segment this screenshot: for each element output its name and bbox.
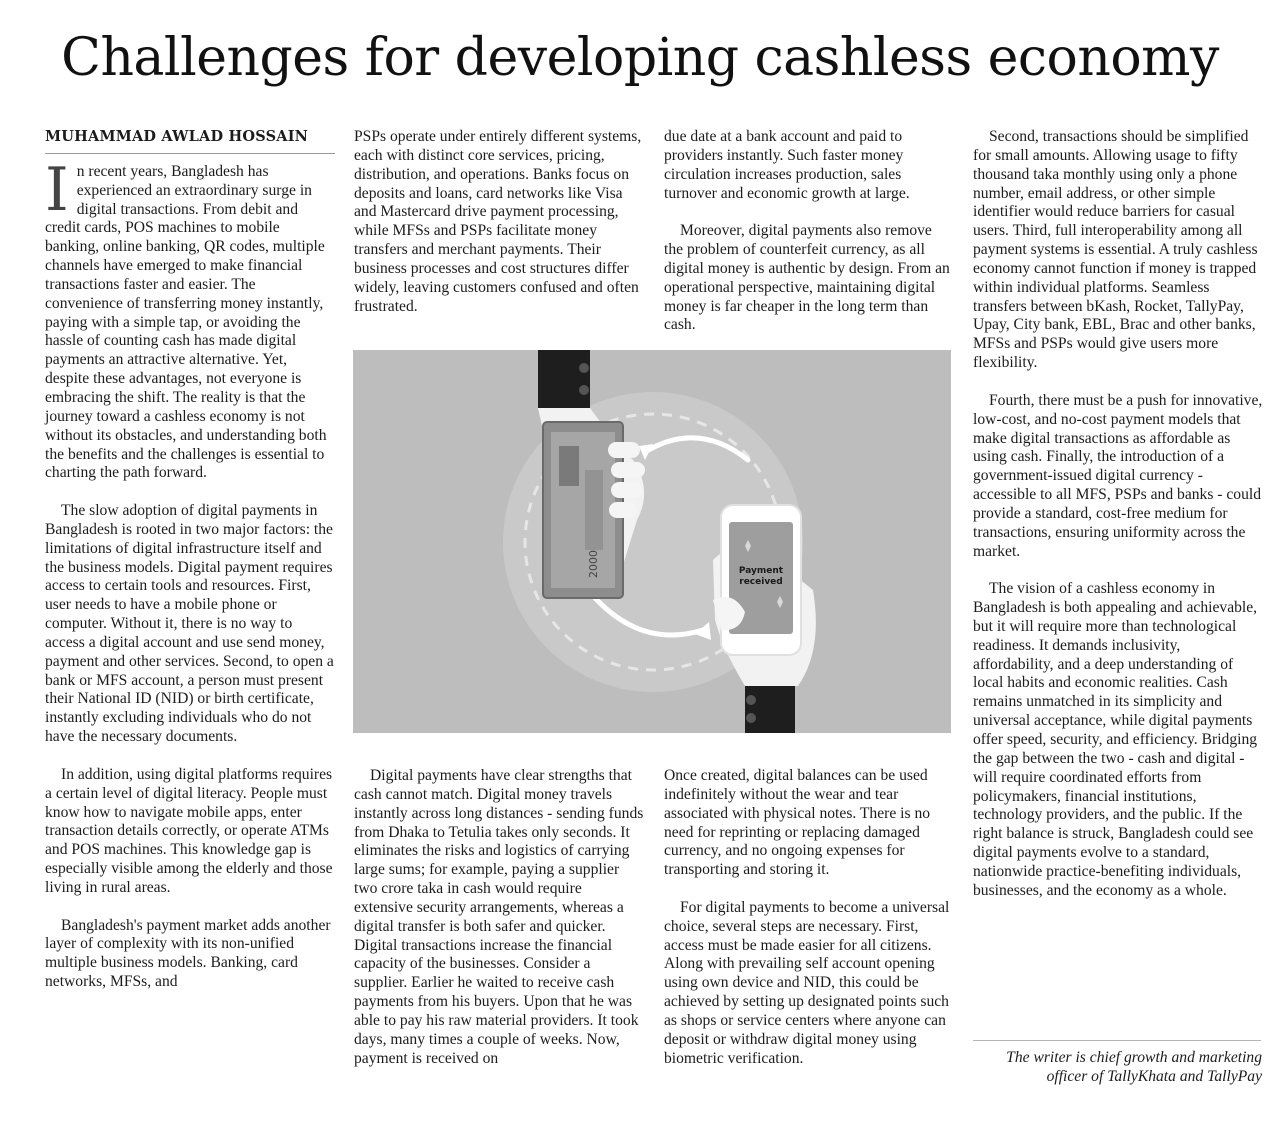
- left-sleeve: [538, 350, 590, 408]
- payment-illustration: [353, 350, 951, 733]
- headline: Challenges for developing cashless economy: [61, 28, 1219, 88]
- svg-text:2000: 2000: [587, 550, 600, 578]
- article-paragraph: Once created, digital balances can be used indefinitely without the wear and tear associated with physical notes. There is no need for reprinting or replacing damaged currency, and no ongoing expenses for transporting and storing it.: [664, 767, 931, 879]
- button-icon: [579, 385, 589, 395]
- footnote-divider: [973, 1040, 1261, 1041]
- button-icon: [579, 363, 589, 373]
- author-footnote: The writer is chief growth and marketing officer of TallyKhata and TallyPay: [1006, 1049, 1262, 1085]
- article-column-3-top: [664, 128, 954, 335]
- article-paragraph: PSPs operate under entirely different systems, each with distinct core services, pricing, distribution, and operations. Banks focus on deposits and loans, card networks like Visa and Mastercard drive payment processing, while MFSs and PSPs facilitate money transfers and merchant payments. Their business processes and cost structures differ widely, leaving customers confused and often frustrated.: [354, 128, 642, 315]
- button-icon: [746, 713, 756, 723]
- article-column-1: [45, 128, 335, 992]
- article-paragraph: Moreover, digital payments also remove the problem of counterfeit currency, as all digital money is authentic by design. From an operational perspective, maintaining digital money is far cheaper in the long term than cash.: [664, 222, 950, 334]
- byline: MUHAMMAD AWLAD HOSSAIN: [45, 128, 335, 154]
- smartphone-icon: [721, 505, 801, 655]
- article-column-2-top: [354, 128, 644, 316]
- article-paragraph: Bangladesh's payment market adds another layer of complexity with its non-unified multiple business models. Banking, card networks, MFSs, and: [45, 916, 331, 991]
- article-paragraph: due date at a bank account and paid to providers instantly. Such faster money circulation increases production, sales turnover and economic growth at large.: [664, 128, 910, 202]
- article-column-3-bottom: [664, 767, 954, 1069]
- article-paragraph: Second, transactions should be simplified for small amounts. Allowing usage to fifty thousand taka monthly using only a phone number, email address, or other simple identifier would reduce barriers for casual users. Third, full interoperability among all payment systems is essential. A truly cashless economy cannot function if money is trapped within individual platforms. Seamless transfers between bKash, Rocket, TallyPay, Upay, City bank, EBL, Brac and other banks, MFSs and PSPs would give users more flexibility.: [973, 128, 1258, 372]
- phone-text-line2: received: [739, 577, 783, 587]
- phone-text-line1: Payment: [738, 566, 784, 576]
- article-column-2-bottom: [354, 767, 644, 1069]
- article-paragraph: Digital payments have clear strengths that cash cannot match. Digital money travels instantly across long distances - sending funds from Dhaka to Tetulia takes only seconds. It eliminates the risks and logistics of carrying large sums; for example, paying a supplier two crore taka in cash would require extensive security arrangements, whereas a digital transfer is both safer and quicker. Digital transactions increase the financial capacity of the businesses. Consider a supplier. Earlier he waited to receive cash payments from his buyers. Upon that he was able to pay his raw material providers. It took days, many times a couple of weeks. Now, payment is received on: [354, 767, 644, 1067]
- article-paragraph: The vision of a cashless economy in Bangladesh is both appealing and achievable, but it will require more than technological readiness. It demands inclusivity, affordability, and a deep understanding of local habits and economic realities. Cash remains unmatched in its simplicity and universal acceptance, while digital payments offer speed, security, and efficiency. Bridging the gap between the two - cash and digital - will require coordinated efforts from policymakers, financial institutions, technology providers, and the public. If the right balance is struck, Bangladesh could see digital payments evolve to a standard, nationwide practice-benefiting individuals, businesses, and the economy as a whole.: [973, 580, 1258, 899]
- article-paragraph: In recent years, Bangladesh has experienced an extraordinary surge in digital transactions. From debit and credit cards, POS machines to mobile banking, online banking, QR codes, multiple channels have emerged to make financial transactions faster and easier. The convenience of transferring money instantly, paying with a simple tap, or avoiding the hassle of counting cash has made digital payments an attractive alternative. Yet, despite these advantages, not everyone is embracing the shift. The reality is that the journey toward a cashless economy is not without its obstacles, and understanding both the benefits and the challenges is essential to charting the path forward.: [45, 154, 327, 482]
- article-paragraph: Fourth, there must be a push for innovative, low-cost, and no-cost payment models that make digital transactions as affordable as using cash. Finally, the introduction of a government-issued digital currency - accessible to all MFS, PSPs and banks - could provide a standard, cost-free medium for transactions, ensuring uniformity across the market.: [973, 391, 1263, 560]
- article-paragraph: In addition, using digital platforms requires a certain level of digital literacy. People must know how to navigate mobile apps, enter transaction details correctly, or operate ATMs and POS machines. This knowledge gap is especially visible among the elderly and those living in rural areas.: [45, 765, 333, 896]
- article-column-4: [973, 128, 1263, 901]
- article-paragraph: The slow adoption of digital payments in Bangladesh is rooted in two major factors: the limitations of digital infrastructure itself and the business models. Digital payment requires access to certain tools and resources. First, user needs to have a mobile phone or computer. Without it, there is no way to access a digital account and use send money, payment and other services. Second, to open a bank or MFS account, a person must present their National ID (NID) or birth certificate, instantly excluding individuals who do not have the necessary documents.: [45, 502, 334, 746]
- button-icon: [746, 695, 756, 705]
- right-sleeve: [745, 686, 795, 733]
- drop-cap: I: [45, 154, 69, 225]
- article-paragraph: For digital payments to become a universal choice, several steps are necessary. First, access must be made easier for all citizens. Along with prevailing self account opening using own device and NID, this could be achieved by setting up designated points such as shops or service centers where anyone can deposit or withdraw digital money using biometric verification.: [664, 898, 950, 1067]
